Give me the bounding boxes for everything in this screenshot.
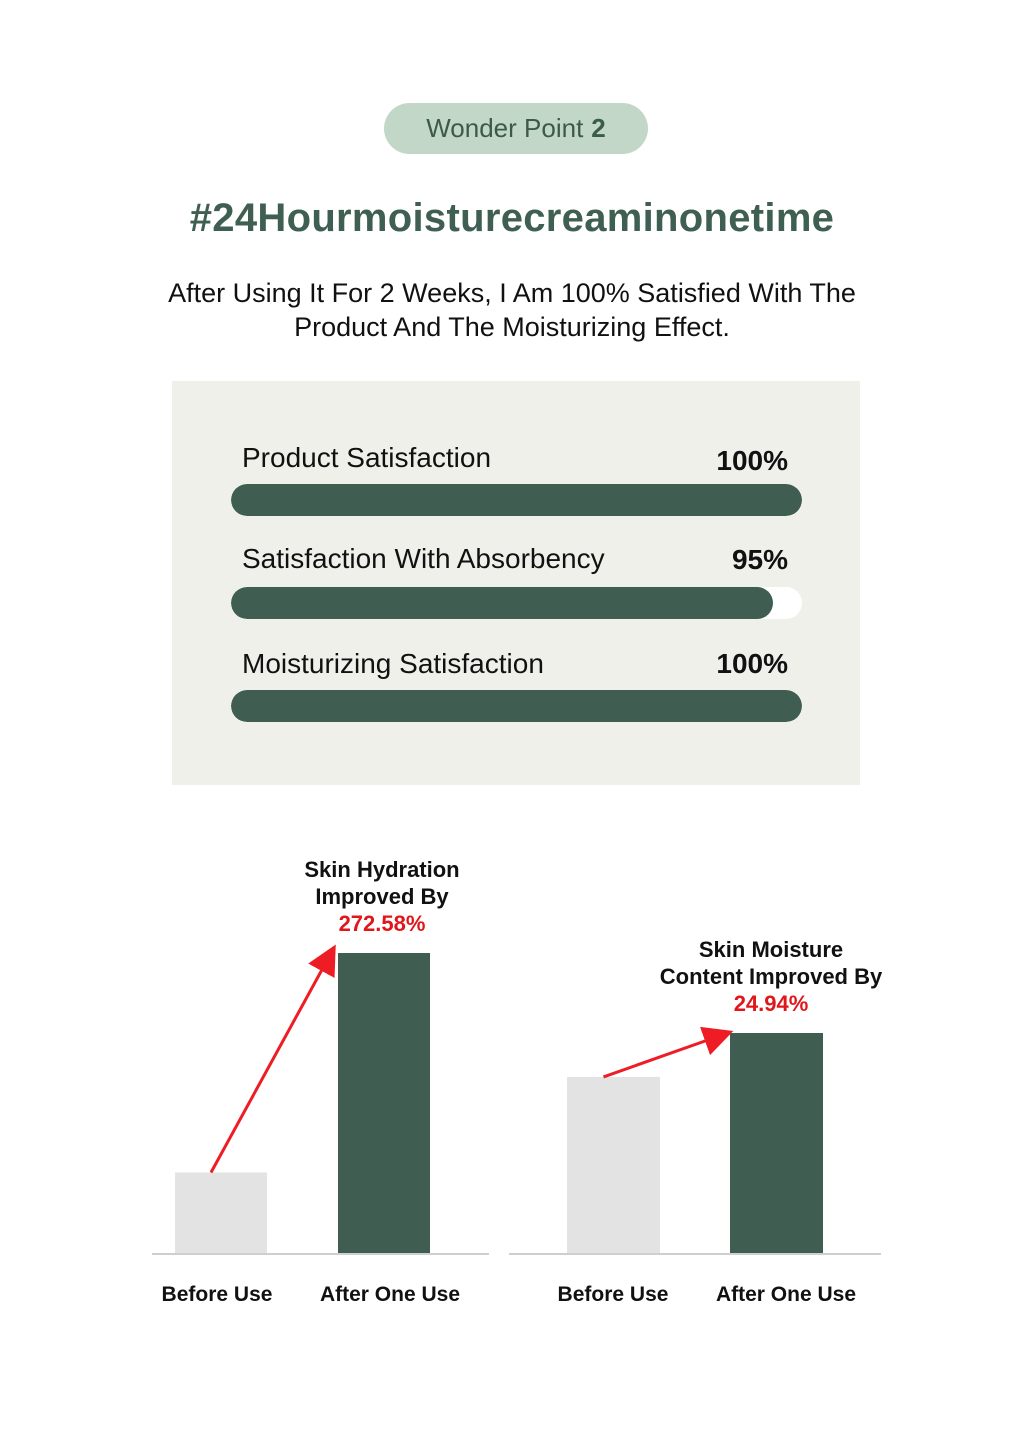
- satisfaction-label-absorbency: Satisfaction With Absorbency: [242, 543, 605, 574]
- satisfaction-bar-product: [231, 484, 802, 516]
- satisfaction-bar-moisturizing: [231, 690, 802, 722]
- badge-number: 2: [591, 113, 606, 143]
- hashtag-title: #24Hourmoisturecreaminonetime: [189, 196, 835, 240]
- chart-2-category-before: Before Use: [557, 1283, 669, 1306]
- satisfaction-value-absorbency: 95%: [731, 544, 788, 575]
- chart-1-title-line-1: Skin Hydration: [304, 857, 460, 882]
- chart-2-title-line-1: Skin Moisture: [698, 937, 844, 962]
- wonder-point-badge: [384, 103, 648, 154]
- chart-1-category-after: After One Use: [319, 1283, 461, 1306]
- chart-2-bar-after: [730, 1033, 823, 1253]
- subtitle: [112, 276, 912, 344]
- chart-1-highlight: 272.58%: [338, 911, 426, 936]
- badge-text: Wonder Point: [426, 113, 584, 143]
- chart-2-increase-arrow: [604, 1035, 723, 1077]
- satisfaction-track-moisturizing: [231, 690, 802, 722]
- satisfaction-bar-absorbency: [231, 587, 773, 619]
- chart-1-increase-arrow: [211, 955, 330, 1172]
- chart-1-category-before: Before Use: [161, 1283, 273, 1306]
- subtitle-line-1: After Using It For 2 Weeks, I Am 100% Satisfied With The: [168, 278, 856, 308]
- chart-2-highlight: 24.94%: [733, 991, 809, 1016]
- chart-1-bar-before: [175, 1172, 267, 1253]
- chart-2-bar-before: [567, 1077, 660, 1253]
- chart-2-title-line-2: Content Improved By: [659, 964, 883, 989]
- satisfaction-value-product: 100%: [716, 445, 788, 476]
- satisfaction-label-moisturizing: Moisturizing Satisfaction: [242, 648, 544, 679]
- chart-1-title-line-2: Improved By: [315, 884, 449, 909]
- satisfaction-track-product: [231, 484, 802, 516]
- satisfaction-label-product: Product Satisfaction: [242, 442, 492, 473]
- subtitle-line-2: Product And The Moisturizing Effect.: [294, 312, 730, 342]
- chart-2-category-after: After One Use: [715, 1283, 857, 1306]
- satisfaction-track-absorbency: [231, 587, 802, 619]
- comparison-bar-charts: [0, 820, 1024, 1270]
- satisfaction-value-moisturizing: 100%: [716, 648, 788, 679]
- chart-1-bar-after: [338, 953, 430, 1253]
